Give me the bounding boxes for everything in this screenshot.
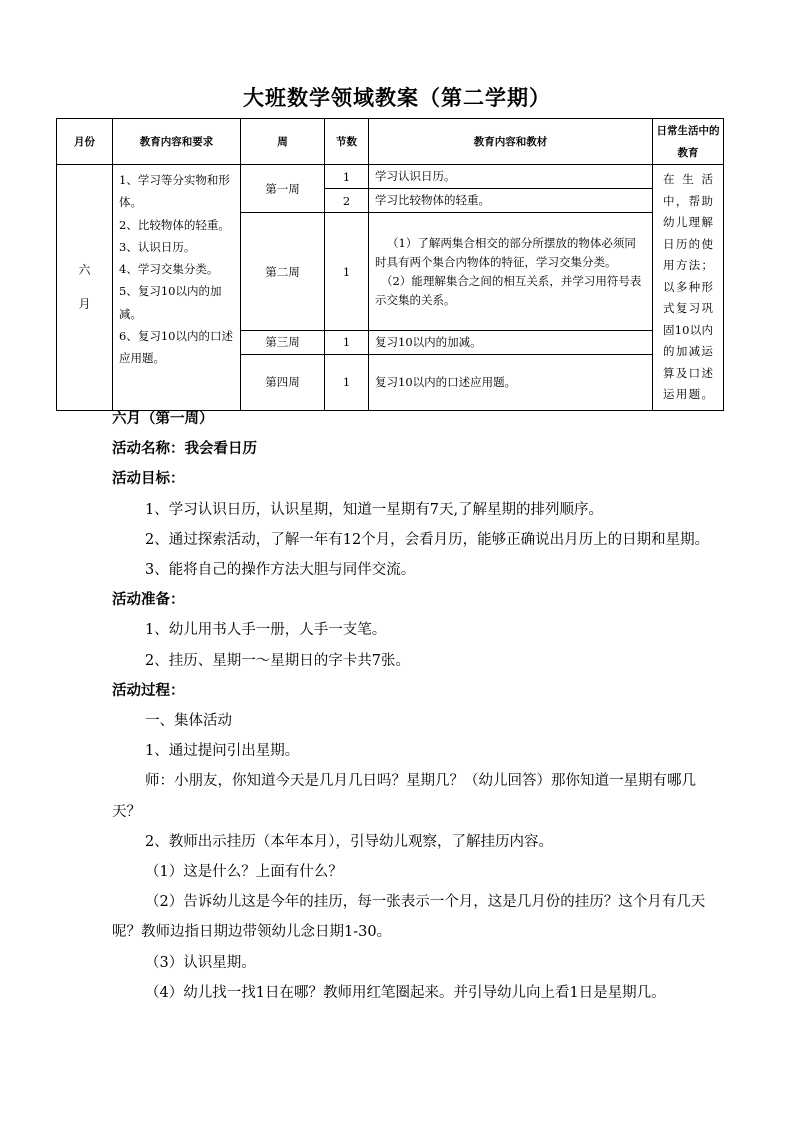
header-content: 教育内容和教材 (369, 119, 653, 165)
header-daily: 日常生活中的教育 (653, 119, 724, 165)
content-cell: 复习10以内的加减。 (369, 330, 653, 354)
process-paragraph: （1）这是什么？上面有什么？ (145, 864, 343, 881)
plan-table (56, 118, 724, 411)
table-row (57, 165, 724, 189)
lesson-plan-body (112, 404, 710, 1008)
header-lessons: 节数 (325, 119, 369, 165)
process-paragraph: 一、集体活动 (145, 713, 232, 730)
content-line: （1）了解两集合相交的部分所摆放的物体必须同时具有两个集合内物体的特征，学习交集分类。 (375, 235, 636, 269)
content-cell: 复习10以内的口述应用题。 (369, 354, 653, 410)
week-cell: 第四周 (241, 354, 325, 410)
month-cell (57, 165, 113, 411)
month-char: 月 (78, 297, 91, 312)
daily-cell (653, 165, 724, 411)
section-title: 六月（第一周） (112, 410, 214, 427)
goal-paragraph: 1、学习认识日历，认识星期，知道一星期有7天,了解星期的排列顺序。 (145, 501, 604, 518)
daily-text: 在生活中，帮助幼儿理解日历的使用方法；以多种形式复习巩固10以内的加减运算及口述运用题。 (663, 172, 713, 401)
process-paragraph: 师：小朋友，你知道今天是几月几日吗？星期几？（幼儿回答）那你知道一星期有哪几天？ (112, 773, 696, 820)
process-heading: 活动过程： (112, 681, 185, 699)
goal-item: 4、学习交集分类。 (119, 262, 219, 277)
week-cell: 第二周 (241, 213, 325, 330)
goal-paragraph: 3、能将自己的操作方法大胆与同伴交流。 (145, 562, 416, 579)
content-line: （2）能理解集合之间的相互关系，并学习用符号表示交集的关系。 (375, 273, 642, 307)
process-paragraph: 1、通过提问引出星期。 (145, 743, 300, 760)
goals-cell (113, 165, 241, 411)
prep-paragraph: 2、挂历、星期一～星期日的字卡共7张。 (145, 652, 410, 669)
content-cell: 学习认识日历。 (369, 165, 653, 189)
week-cell: 第三周 (241, 330, 325, 354)
prep-paragraph: 1、幼儿用书人手一册，人手一支笔。 (145, 622, 387, 639)
content-cell (369, 213, 653, 330)
activity-name: 活动名称：我会看日历 (112, 440, 257, 458)
page-title: 大班数学领域教案（第二学期） (243, 85, 551, 110)
lesson-cell: 1 (325, 165, 369, 189)
content-cell: 学习比较物体的轻重。 (369, 189, 653, 213)
process-paragraph: （2）告诉幼儿这是今年的挂历，每一张表示一个月，这是几月份的挂历？这个月有几天呢？教师边指日期边带领幼儿念日期1-30。 (112, 894, 706, 941)
goal-heading: 活动目标： (112, 470, 185, 488)
process-paragraph: （4）幼儿找一找1日在哪？教师用红笔圈起来。并引导幼儿向上看1日是星期几。 (145, 984, 666, 1001)
lesson-cell: 1 (325, 330, 369, 354)
table-header-row (57, 119, 724, 165)
goal-item: 2、比较物体的轻重。 (119, 217, 230, 232)
lesson-cell: 2 (325, 189, 369, 213)
lesson-cell: 1 (325, 213, 369, 330)
prep-heading: 活动准备： (112, 591, 185, 609)
month-char: 六 (78, 263, 91, 278)
goal-item: 6、复习10以内的口述应用题。 (119, 329, 233, 366)
goal-item: 1、学习等分实物和形体。 (119, 173, 230, 210)
goal-item: 3、认识日历。 (119, 239, 196, 254)
process-paragraph: 2、教师出示挂历（本年本月），引导幼儿观察，了解挂历内容。 (145, 833, 553, 850)
week-cell: 第一周 (241, 165, 325, 213)
goal-item: 5、复习10以内的加减。 (119, 284, 222, 321)
header-goals: 教育内容和要求 (113, 119, 241, 165)
goal-paragraph: 2、通过探索活动，了解一年有12个月，会看月历，能够正确说出月历上的日期和星期。 (145, 531, 710, 548)
header-week: 周 (241, 119, 325, 165)
process-paragraph: （3）认识星期。 (145, 954, 256, 971)
lesson-cell: 1 (325, 354, 369, 410)
header-month: 月份 (57, 119, 113, 165)
